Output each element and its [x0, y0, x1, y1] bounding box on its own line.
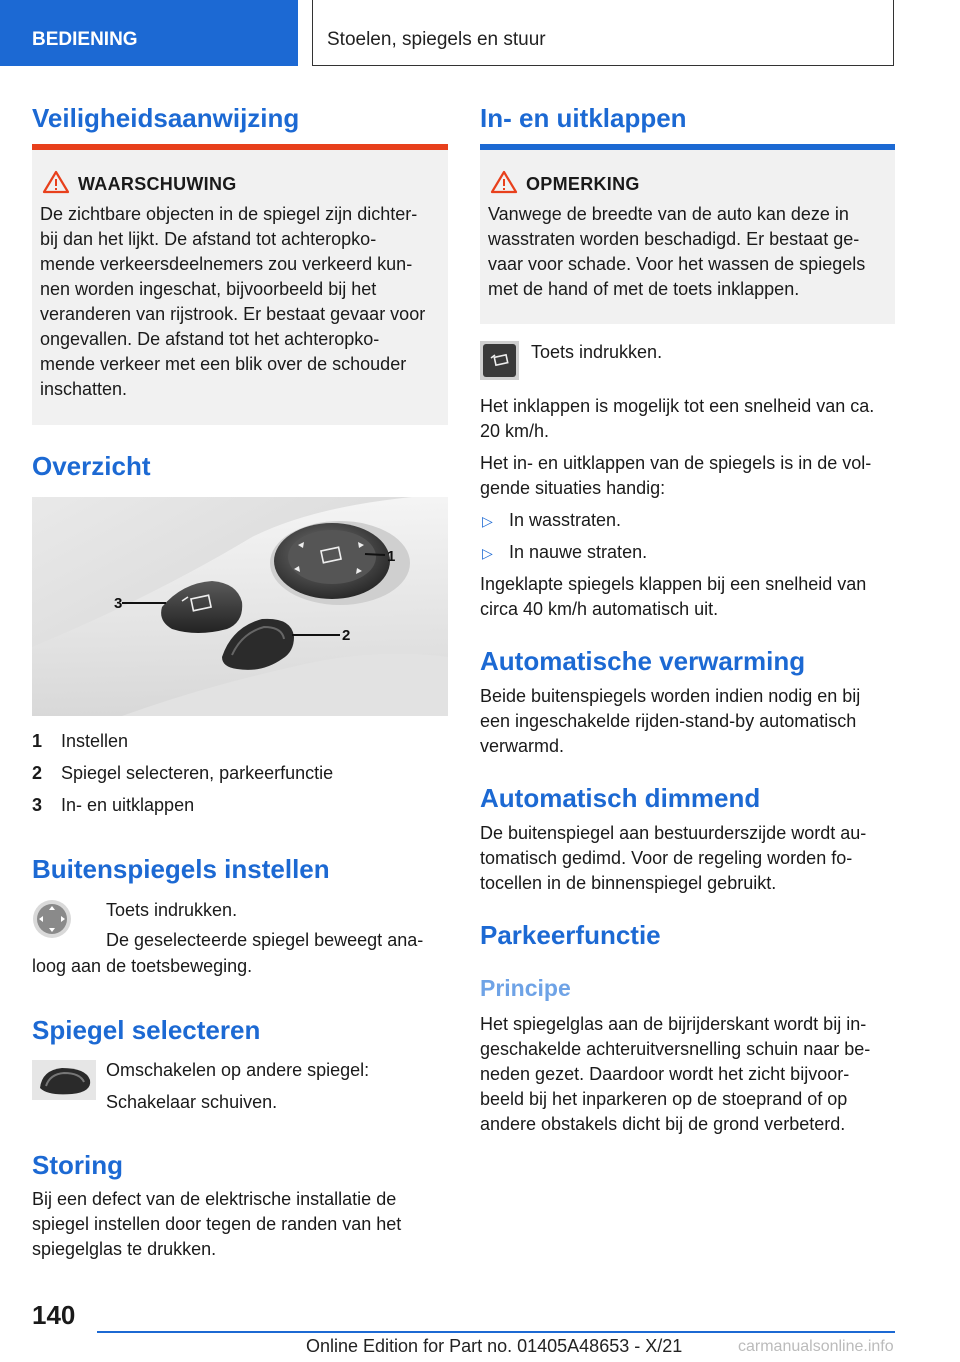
watermark-text: carmanualsonline.info [738, 1338, 894, 1355]
heat-line: een ingeschakelde rijden-stand-by automatisch [480, 711, 857, 731]
overview-heading: Overzicht [32, 451, 151, 481]
warning-line: mende verkeersdeelnemers zou verkeerd kun- [40, 254, 413, 274]
fold-heading: In- en uitklappen [480, 103, 687, 133]
warning-line: nen worden ingeschat, bijvoorbeeld bij het [40, 279, 377, 299]
legend-text: Instellen [61, 731, 129, 751]
adjust-knob-icon [32, 898, 72, 940]
fold-para: 20 km/h. [480, 421, 550, 441]
adjust-line: Toets indrukken. [106, 900, 238, 920]
warning-box [32, 144, 448, 425]
dim-heading: Automatisch dimmend [480, 783, 761, 813]
fold-para: Het inklappen is mogelijk tot een snelheid van ca. [480, 396, 875, 416]
chapter-label: Stoelen, spiegels en stuur [327, 29, 546, 50]
select-line: Omschakelen op andere spiegel: [106, 1060, 370, 1080]
section-tab [0, 0, 298, 66]
fault-line: spiegelglas te drukken. [32, 1239, 217, 1259]
legend-text: In- en uitklappen [61, 795, 195, 815]
dim-line: De buitenspiegel aan bestuurderszijde wordt au- [480, 823, 867, 843]
legend-number: 2 [32, 763, 43, 783]
principle-line: neden gezet. Daardoor wordt het zicht bijvoor- [480, 1064, 850, 1084]
legend-number: 3 [32, 795, 43, 815]
fault-line: spiegel instellen door tegen de randen van het [32, 1214, 402, 1234]
fold-para: Het in- en uitklappen van de spiegels is in de vol- [480, 453, 872, 473]
principle-line: geschakelde achteruitversnelling schuin naar be- [480, 1039, 871, 1059]
fault-line: Bij een defect van de elektrische installatie de [32, 1189, 397, 1209]
chapter-header [312, 0, 894, 66]
warning-label: WAARSCHUWING [78, 174, 237, 194]
warning-line: inschatten. [40, 379, 128, 399]
warning-line: mende verkeer met een blik over de schouder [40, 354, 407, 374]
bullet-triangle-icon: ▷ [482, 545, 493, 561]
note-line: vaar voor schade. Voor het wassen de spiegels [488, 254, 866, 274]
note-label: OPMERKING [526, 174, 640, 194]
safety-heading: Veiligheidsaanwijzing [32, 103, 300, 133]
callout-3: 3 [114, 595, 123, 612]
bullet-item: In wasstraten. [509, 510, 622, 530]
adjust-heading: Buitenspiegels instellen [32, 854, 330, 884]
edition-text: Online Edition for Part no. 01405A48653 - X/21 [306, 1336, 683, 1356]
adjust-line: De geselecteerde spiegel beweegt ana- [106, 930, 424, 950]
footer-rule [97, 1331, 895, 1333]
note-line: Vanwege de breedte van de auto kan deze in [488, 204, 849, 224]
note-triangle-icon [490, 170, 518, 194]
bullet-item: In nauwe straten. [509, 542, 648, 562]
select-heading: Spiegel selecteren [32, 1015, 261, 1045]
dim-line: tomatisch gedimd. Voor de regeling worden fo- [480, 848, 853, 868]
bullet-triangle-icon: ▷ [482, 513, 493, 529]
principle-line: andere obstakels dicht bij de grond verbeterd. [480, 1114, 846, 1134]
heat-heading: Automatische verwarming [480, 646, 806, 676]
note-text [488, 202, 887, 302]
heat-line: verwarmd. [480, 736, 565, 756]
note-box [480, 144, 895, 324]
mirror-controls-photo [32, 497, 448, 716]
legend-number: 1 [32, 731, 43, 751]
select-switch-icon [32, 1060, 96, 1100]
warning-line: bij dan het lijkt. De afstand tot achteropko- [40, 229, 377, 249]
adjust-line: loog aan de toetsbeweging. [32, 956, 253, 976]
fold-para: Ingeklapte spiegels klappen bij een snelheid van [480, 574, 867, 594]
dim-line: tocellen in de binnenspiegel gebruikt. [480, 873, 777, 893]
principle-line: beeld bij het inparkeren op de stoeprand of op [480, 1089, 848, 1109]
fold-para: circa 40 km/h automatisch uit. [480, 599, 719, 619]
page-number: 140 [32, 1300, 76, 1330]
legend-text: Spiegel selecteren, parkeerfunctie [61, 763, 334, 783]
warning-text [40, 202, 440, 402]
select-line: Schakelaar schuiven. [106, 1092, 278, 1112]
warning-line: De zichtbare objecten in de spiegel zijn dichter- [40, 204, 418, 224]
warning-line: veranderen van rijstrook. Er bestaat gevaar voor [40, 304, 426, 324]
section-label: BEDIENING [32, 29, 138, 50]
callout-1: 1 [387, 548, 396, 565]
note-line: wasstraten worden beschadigd. Er bestaat ge- [488, 229, 860, 249]
fault-heading: Storing [32, 1150, 123, 1180]
mirror-switch-image [32, 497, 448, 716]
warning-triangle-icon [42, 170, 70, 194]
warning-line: ongevallen. De afstand tot het achteropko- [40, 329, 380, 349]
fold-button-text: Toets indrukken. [531, 342, 663, 362]
heat-line: Beide buitenspiegels worden indien nodig en bij [480, 686, 861, 706]
callout-2: 2 [342, 627, 351, 644]
principle-heading: Principe [480, 975, 571, 1001]
park-heading: Parkeerfunctie [480, 920, 661, 950]
fold-button-icon [480, 341, 519, 380]
note-line: met de hand of met de toets inklappen. [488, 279, 800, 299]
fold-para: gende situaties handig: [480, 478, 666, 498]
principle-line: Het spiegelglas aan de bijrijderskant wordt bij in- [480, 1014, 867, 1034]
